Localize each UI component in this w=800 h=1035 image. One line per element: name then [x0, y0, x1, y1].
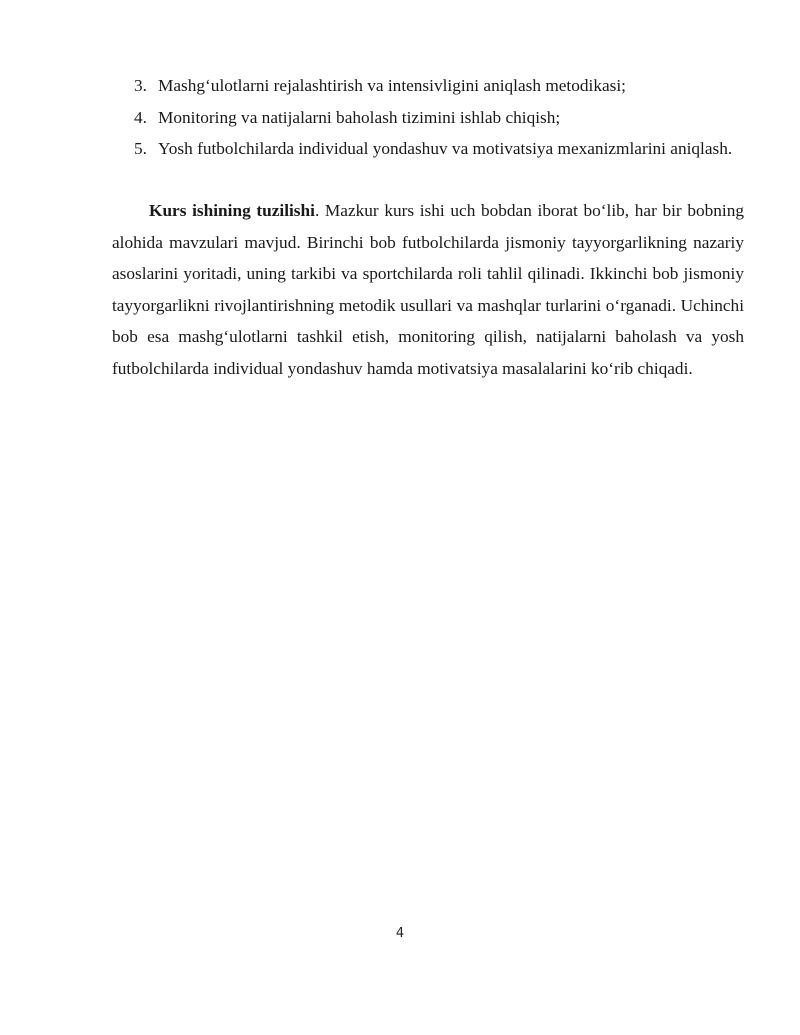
list-item — [112, 133, 744, 165]
list-item-text: Monitoring va natijalarni baholash tizimini ishlab chiqish; — [158, 107, 561, 127]
list-item — [112, 70, 744, 102]
paragraph-body: . Mazkur kurs ishi uch bobdan iborat bo‘lib, har bir bobning alohida mavzulari mavjud. Birinchi bob futbolchilarda jismoniy tayyorgarlikning nazariy asoslarini yoritadi, uning tarkibi va sportchilarda roli tahlil qilinadi. Ikkinchi bob jismoniy tayyorgarlikni rivojlantirishning metodik usullari va mashqlar turlarini o‘rganadi. Uchinchi bob esa mashg‘ulotlarni tashkil etish, monitoring qilish, natijalarni baholash va yosh futbolchilarda individual yondashuv hamda motivatsiya masalalarini ko‘rib chiqadi. — [112, 201, 744, 378]
numbered-list — [112, 70, 744, 165]
paragraph-heading: Kurs ishining tuzilishi — [149, 201, 315, 220]
list-item-text: Yosh futbolchilarda individual yondashuv va motivatsiya mexanizmlarini aniqlash. — [158, 139, 733, 158]
list-item-text: Mashg‘ulotlarni rejalashtirish va intensivligini aniqlash metodikasi; — [158, 76, 626, 95]
list-item-number: 3. — [134, 76, 147, 95]
list-item-number: 4. — [134, 107, 147, 127]
list-item-number: 5. — [134, 139, 147, 158]
list-item — [112, 102, 744, 134]
page-number: 4 — [395, 926, 405, 941]
structure-paragraph — [112, 195, 744, 385]
